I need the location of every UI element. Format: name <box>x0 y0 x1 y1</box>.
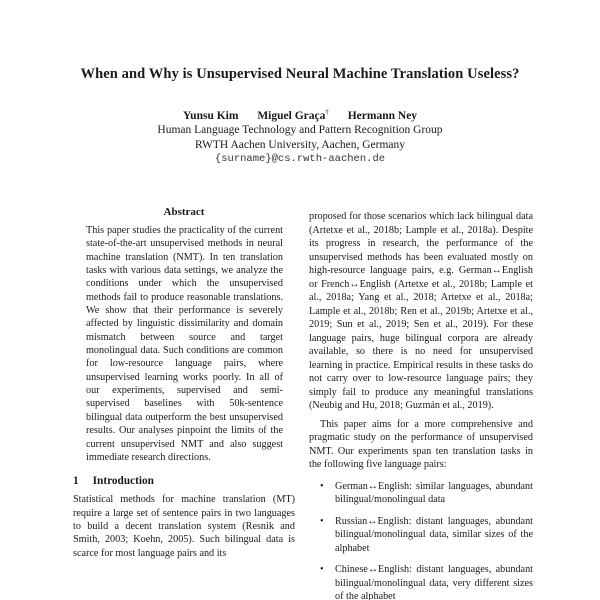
author-email: {surname}@cs.rwth-aachen.de <box>214 153 386 165</box>
right-paragraph-1: proposed for those scenarios which lack bilingual data (Artetxe et al., 2018b; Lample et al., 2018a). Despite its progress in research, the performance of the unsupervised methods has been evaluated mostly on high-resource language pairs, e.g. German↔English or French↔English (Artetxe et al., 2018b; Lample et al., 2018a; Yang et al., 2018; Artetxe et al., 2018a; Lample et al., 2018b; Ren et al., 2019b; Artetxe et al., 2019; Sun et al., 2019; Sen et al., 2019). For these language pairs, huge bilingual corpora are already available, so there is no need for unsupervised learning in practice. Empirical results in these tasks do not carry over to low-resource language pairs; they simply fail to produce any meaningful translations (Neubig and Hu, 2018; Guzmán et al., 2019). <box>309 211 533 411</box>
right-paragraph-2: This paper aims for a more comprehensive and pragmatic study on the performance of unsupervised NMT. Our experiments span ten translation tasks in the following five language pairs: <box>309 418 533 470</box>
abstract-text: This paper studies the practicality of the current state-of-the-art unsupervised methods in neural machine translation (NMT). In ten translation tasks with various data settings, we analyze the conditions under which the unsupervised methods fail to produce reasonable translations. We show that their performance is severely affected by linguistic dissimilarity and domain mismatch between source and target monolingual data. Such conditions are common for low-resource language pairs, where unsupervised learning works poorly. In all of our experiments, supervised and semi-supervised baselines with 50k-sentence bilingual data outperform the best unsupervised results. Our analyses pinpoint the limits of the current unsupervised NMT and also suggest immediate research directions. <box>86 225 283 463</box>
author-name: Hermann Ney <box>347 109 418 122</box>
right-column <box>309 210 533 600</box>
section-heading-introduction <box>73 475 295 487</box>
author-name-with-mark <box>257 110 329 122</box>
affiliation-university: RWTH Aachen University, Aachen, Germany <box>194 139 406 151</box>
affiliation-group: Human Language Technology and Pattern Recognition Group <box>157 124 443 136</box>
author-name: Yunsu Kim <box>182 109 239 122</box>
section-number: 1 <box>73 475 79 488</box>
abstract-heading: Abstract <box>163 206 205 218</box>
list-item: • German↔English: similar languages, abundant bilingual/monolingual data <box>309 480 533 507</box>
list-item: • Russian↔English: distant languages, abundant bilingual/monolingual data, similar sizes of the alphabet <box>309 515 533 556</box>
author-name: Miguel Graça <box>257 109 326 122</box>
introduction-paragraph: Statistical methods for machine translation (MT) require a large set of sentence pairs in two languages to build a decent translation system (Resnik and Smith, 2003; Koehn, 2005). Such bilingual data is scarce for most language pairs and its <box>73 494 295 559</box>
list-item: • Chinese↔English: distant languages, abundant bilingual/monolingual data, very different sizes of the alphabet <box>309 563 533 600</box>
paper-title: When and Why is Unsupervised Neural Machine Translation Useless? <box>80 66 520 82</box>
author-footnote-mark: † <box>325 108 329 116</box>
author-list <box>0 108 600 122</box>
section-title: Introduction <box>92 475 154 488</box>
language-pair-list <box>309 480 533 600</box>
left-column <box>73 206 295 570</box>
